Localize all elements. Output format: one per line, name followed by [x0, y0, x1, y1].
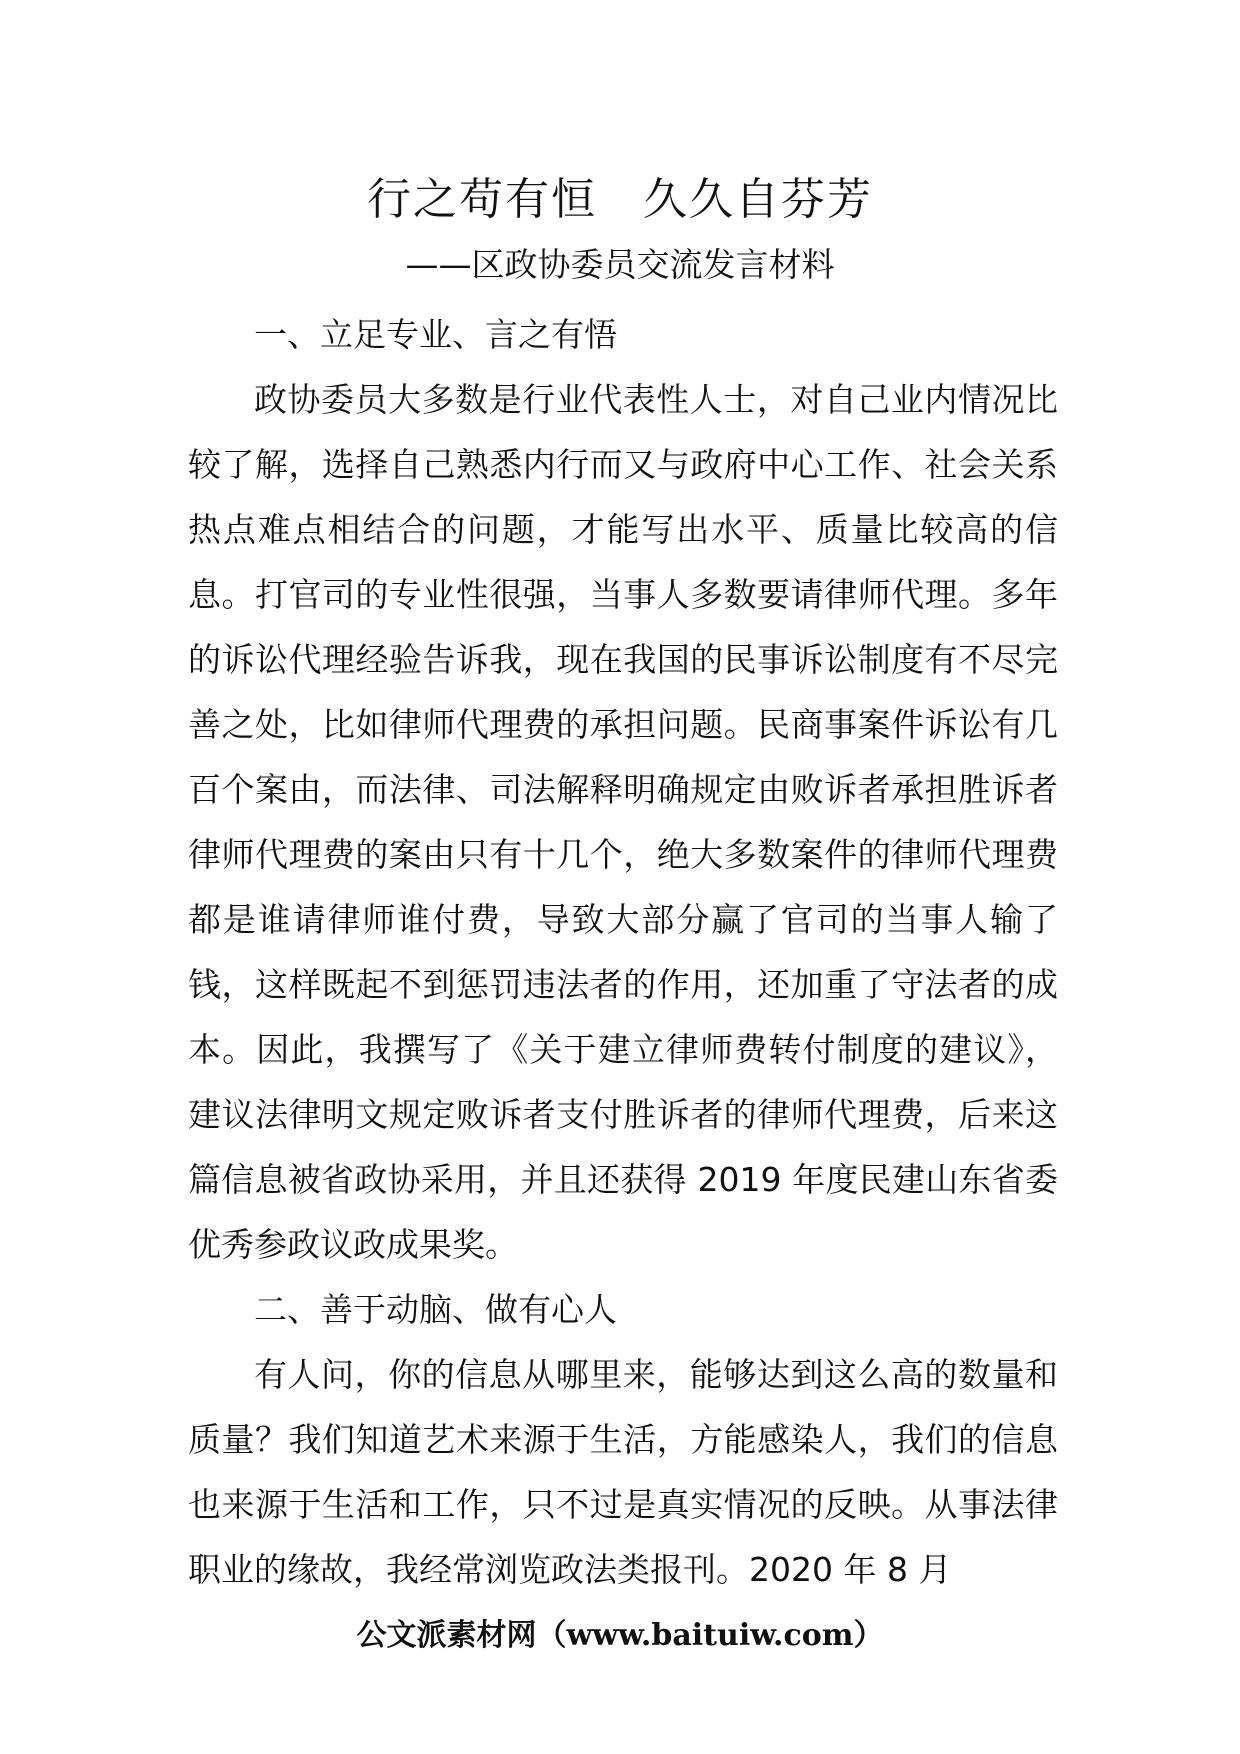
section-paragraph-1: 政协委员大多数是行业代表性人士，对自己业内情况比较了解，选择自己熟悉内行而又与政府中心工作、社会关系热点难点相结合的问题，才能写出水平、质量比较高的信息。打官司的专业性很强，当事人多数要请律师代理。多年的诉讼代理经验告诉我，现在我国的民事诉讼制度有不尽完善之处，比如律师代理费的承担问题。民商事案件诉讼有几百个案由，而法律、司法解释明确规定由败诉者承担胜诉者律师代理费的案由只有十几个，绝大多数案件的律师代理费都是谁请律师谁付费，导致大部分赢了官司的当事人输了钱，这样既起不到惩罚违法者的作用，还加重了守法者的成本。因此，我撰写了《关于建立律师费转付制度的建议》，建议法律明文规定败诉者支付胜诉者的律师代理费，后来这篇信息被省政协采用，并且还获得 2019 年度民建山东省委优秀参政议政成果奖。: [188, 380, 1058, 1264]
section-heading-2: 二、善于动脑、做有心人: [254, 1290, 617, 1329]
section-paragraph-2: 有人问，你的信息从哪里来，能够达到这么高的数量和质量？我们知道艺术来源于生活，方能感染人，我们的信息也来源于生活和工作，只不过是真实情况的反映。从事法律职业的缘故，我经常浏览政法类报刊。2020 年 8 月: [188, 1355, 1058, 1589]
document-subtitle: ——区政协委员交流发言材料: [405, 245, 835, 284]
document-body: [188, 302, 1058, 1602]
footer-watermark: 公文派素材网（www.baituiw.com）: [356, 1618, 884, 1653]
document-title: 行之苟有恒 久久自芬芳: [367, 174, 873, 225]
section-heading-1: 一、立足专业、言之有悟: [254, 315, 617, 354]
